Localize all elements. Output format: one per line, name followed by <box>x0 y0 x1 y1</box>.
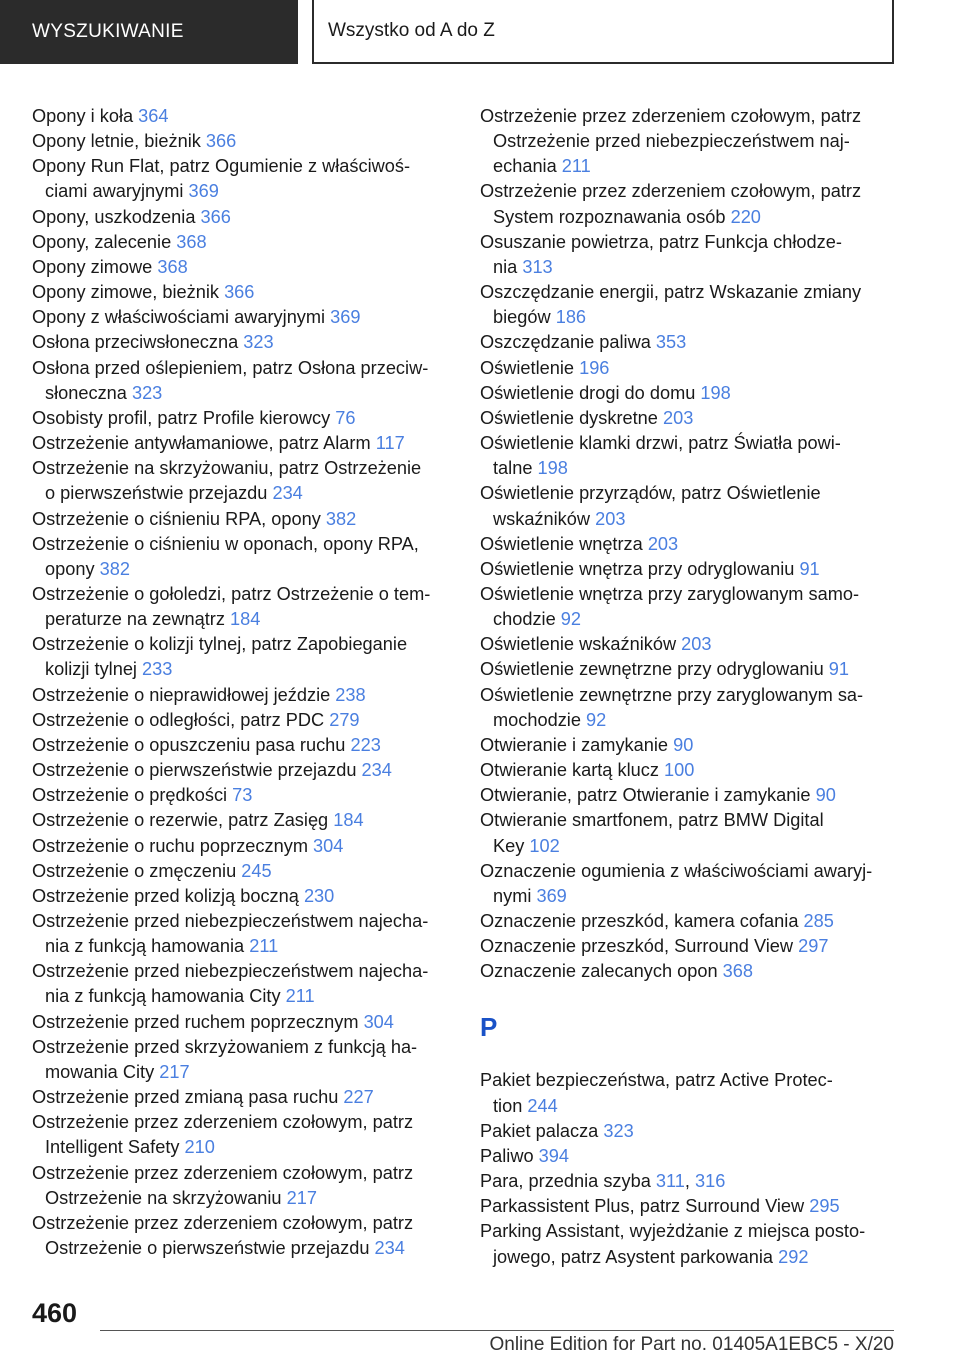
footer-edition-text: Online Edition for Part no. 01405A1EBC5 - X/20 <box>489 1334 894 1355</box>
index-entry-text: Ostrzeżenie o kolizji tylnej, patrz Zapobieganie <box>32 634 408 655</box>
index-entry-text: Osłona przeciwsłoneczna <box>32 332 244 353</box>
index-entry-text: mowania City <box>45 1061 160 1082</box>
page-reference-link[interactable]: 382 <box>99 558 130 579</box>
index-entry <box>32 1085 452 1110</box>
index-entry-text: wskaźników <box>493 508 596 529</box>
index-entry-text: Oszczędzanie paliwa <box>480 332 656 353</box>
page-reference-link[interactable]: 211 <box>249 936 279 957</box>
index-entry-text: Ostrzeżenie przed niebezpieczeństwem naj- <box>493 131 850 152</box>
index-entry-text: Oznaczenie przeszkód, Surround View <box>480 936 799 957</box>
index-entry-text: Ostrzeżenie przed zmianą pasa ruchu <box>32 1087 344 1108</box>
index-entry-text: Ostrzeżenie przed niebezpieczeństwem najecha- <box>32 911 429 931</box>
section-tab-label: WYSZUKIWANIE <box>32 21 184 42</box>
page-reference-link[interactable]: 196 <box>579 357 610 378</box>
index-entry-text: Pakiet bezpieczeństwa, patrz Active Protec- <box>480 1070 833 1091</box>
page-reference-link[interactable]: 211 <box>561 156 591 177</box>
index-entry <box>32 783 452 808</box>
page-reference-link[interactable]: 368 <box>157 256 188 277</box>
index-entry <box>32 708 452 733</box>
index-entry-text: słoneczna <box>45 382 132 403</box>
index-entry-text: Parking Assistant, wyjeżdżanie z miejsca posto- <box>480 1221 866 1242</box>
page-reference-link[interactable]: 234 <box>272 483 303 504</box>
page-reference-link[interactable]: 92 <box>560 609 581 630</box>
index-column-left <box>32 104 452 1261</box>
page-reference-link[interactable]: 382 <box>325 508 357 529</box>
index-entry <box>480 431 900 481</box>
index-entry <box>32 356 452 406</box>
index-entry-text: Ostrzeżenie przez zderzeniem czołowym, patrz <box>32 1112 414 1133</box>
index-entry-text: Otwieranie, patrz Otwieranie i zamykanie <box>480 785 816 806</box>
index-entry-text: Oświetlenie drogi do domu <box>480 382 701 403</box>
index-entry <box>32 129 452 154</box>
index-entry <box>32 532 452 582</box>
page-reference-link[interactable]: 92 <box>586 709 607 730</box>
index-entry-text: Oszczędzanie energii, patrz Wskazanie zmiany <box>480 282 862 303</box>
index-entry-text: mochodzie <box>493 709 587 730</box>
page-reference-link[interactable]: 316 <box>695 1171 726 1192</box>
index-entry <box>480 683 900 733</box>
index-entry <box>480 1194 900 1219</box>
index-entry-text: Intelligent Safety <box>45 1137 185 1158</box>
index-entry-text: Otwieranie kartą klucz <box>480 760 664 781</box>
index-entry <box>480 733 900 758</box>
index-entry <box>480 179 900 229</box>
index-entry-text: Ostrzeżenie o prędkości <box>32 785 233 806</box>
letter-heading: P <box>480 1012 498 1043</box>
page-reference-link[interactable]: 285 <box>803 911 834 931</box>
index-entry-text: nia z funkcją hamowania <box>45 936 250 957</box>
index-entry-text: Osuszanie powietrza, patrz Funkcja chłodze- <box>480 231 842 252</box>
index-entry-text: Parkassistent Plus, patrz Surround View <box>480 1196 810 1217</box>
index-entry-text: o pierwszeństwie przejazdu <box>45 483 273 504</box>
index-entry <box>480 481 900 531</box>
index-entry-text: Ostrzeżenie na skrzyżowaniu, patrz Ostrzeżenie <box>32 458 422 479</box>
index-entry <box>32 431 452 456</box>
index-entry-text: Paliwo <box>480 1145 539 1166</box>
page-reference-link[interactable]: 292 <box>778 1246 809 1267</box>
index-entry-text: jowego, patrz Asystent parkowania <box>493 1246 779 1267</box>
section-title-label: Wszystko od A do Z <box>328 20 495 41</box>
index-entry <box>32 1110 452 1160</box>
page-reference-link[interactable]: 295 <box>809 1196 840 1217</box>
index-entry-text: Opony letnie, bieżnik <box>32 131 206 152</box>
index-entry <box>480 381 900 406</box>
index-entry-text: Oznaczenie zalecanych opon <box>480 961 723 982</box>
index-entry-text: talne <box>493 458 538 479</box>
index-entry <box>480 1169 900 1194</box>
index-entry-text: Oznaczenie ogumienia z właściwościami awaryj- <box>480 860 873 881</box>
index-entry-text: Oświetlenie wnętrza <box>480 533 648 554</box>
index-group-o-continued <box>480 104 900 984</box>
index-entry-text: Ostrzeżenie o ciśnieniu w oponach, opony RPA, <box>32 533 419 554</box>
index-entry <box>32 733 452 758</box>
page-reference-link[interactable]: 203 <box>662 407 694 428</box>
page-reference-link[interactable]: 198 <box>537 458 568 479</box>
index-entry-text: tion <box>493 1095 528 1116</box>
index-entry <box>32 632 452 682</box>
index-entry <box>480 859 900 909</box>
page-reference-link[interactable]: 323 <box>131 382 163 403</box>
index-entry-text: Ostrzeżenie przez zderzeniem czołowym, patrz <box>480 181 862 202</box>
page-reference-link[interactable]: 73 <box>232 785 253 806</box>
index-entry <box>32 154 452 204</box>
index-entry <box>32 959 452 1009</box>
index-entry <box>32 1035 452 1085</box>
page-reference-link[interactable]: 369 <box>536 885 567 906</box>
index-entry <box>32 582 452 632</box>
index-entry <box>32 305 452 330</box>
index-entry <box>32 406 452 431</box>
page-reference-link[interactable]: 279 <box>329 709 360 730</box>
index-entry-text: Opony, uszkodzenia <box>32 206 201 227</box>
page-reference-link[interactable]: 369 <box>330 307 361 328</box>
index-entry-text: Ostrzeżenie przed niebezpieczeństwem najecha- <box>32 961 429 982</box>
index-entry <box>32 909 452 959</box>
page-reference-link[interactable]: 304 <box>313 835 344 856</box>
index-entry <box>32 230 452 255</box>
index-entry <box>480 783 900 808</box>
page-reference-link[interactable]: 230 <box>303 885 335 906</box>
page-reference-link[interactable]: 184 <box>333 810 364 831</box>
page-reference-link[interactable]: 394 <box>538 1145 569 1166</box>
page-reference-link[interactable]: 186 <box>555 307 587 328</box>
footer-divider <box>100 1330 894 1331</box>
index-entry-text: Oświetlenie wskaźników <box>480 634 682 655</box>
index-entry-text: kolizji tylnej <box>45 659 143 680</box>
index-entry <box>480 557 900 582</box>
page-reference-link[interactable]: 90 <box>815 785 836 806</box>
index-entry-text: nia z funkcją hamowania City <box>45 986 286 1007</box>
page-reference-link[interactable]: 217 <box>159 1061 190 1082</box>
index-entry-text: Otwieranie i zamykanie <box>480 734 674 755</box>
page-reference-link[interactable]: 220 <box>730 206 761 227</box>
index-entry-text: biegów <box>493 307 556 328</box>
index-entry-text: Ostrzeżenie o pierwszeństwie przejazdu <box>45 1238 375 1259</box>
page-reference-link[interactable]: 238 <box>335 684 366 705</box>
page-reference-link[interactable]: 366 <box>205 131 237 152</box>
page-reference-link[interactable]: 304 <box>363 1011 394 1032</box>
index-entry <box>480 934 900 959</box>
page-reference-link[interactable]: 223 <box>350 734 381 755</box>
index-entry-text: Opony, zalecenie <box>32 231 177 252</box>
index-entry <box>480 1068 900 1118</box>
index-entry-text: ciami awaryjnymi <box>45 181 189 202</box>
page-reference-link[interactable]: 227 <box>343 1087 374 1108</box>
page-reference-link[interactable]: 364 <box>138 106 169 126</box>
index-entry-text: Ostrzeżenie o odległości, patrz PDC <box>32 709 330 730</box>
index-entry <box>480 356 900 381</box>
page-reference-link[interactable]: 203 <box>681 634 712 655</box>
page-reference-link[interactable]: 366 <box>224 282 255 303</box>
page-reference-link[interactable]: 184 <box>230 609 261 630</box>
index-entry-text: Ostrzeżenie o gołoledzi, patrz Ostrzeżenie o tem- <box>32 583 431 604</box>
index-entry-text: opony <box>45 558 100 579</box>
index-entry <box>32 683 452 708</box>
index-entry-text: Ostrzeżenie przez zderzeniem czołowym, patrz <box>32 1212 414 1233</box>
index-entry <box>32 507 452 532</box>
page-reference-link[interactable]: 297 <box>798 936 829 957</box>
page-reference-link[interactable]: 233 <box>142 659 173 680</box>
page-reference-link[interactable]: 90 <box>673 734 694 755</box>
index-entry <box>480 280 900 330</box>
index-entry-text: Otwieranie smartfonem, patrz BMW Digital <box>480 810 824 831</box>
index-entry-text: Osobisty profil, patrz Profile kierowcy <box>32 407 336 428</box>
index-entry <box>32 330 452 355</box>
index-entry-text: Ostrzeżenie przez zderzeniem czołowym, patrz <box>32 1162 414 1183</box>
page-reference-link[interactable]: 91 <box>799 558 820 579</box>
index-entry <box>32 280 452 305</box>
index-entry <box>32 205 452 230</box>
index-entry-text: Oświetlenie przyrządów, patrz Oświetlenie <box>480 483 821 504</box>
page-number: 460 <box>32 1298 78 1328</box>
index-entry-text: Ostrzeżenie o nieprawidłowej jeździe <box>32 684 336 705</box>
index-entry-text: Ostrzeżenie o opuszczeniu pasa ruchu <box>32 734 351 755</box>
page-reference-link[interactable]: 100 <box>663 760 695 781</box>
index-entry-text: Osłona przed oślepieniem, patrz Osłona przeciw- <box>32 357 429 378</box>
index-entry-text: Oświetlenie <box>480 357 580 378</box>
index-entry <box>480 406 900 431</box>
page-reference-link[interactable]: 234 <box>361 760 392 781</box>
page-reference-link[interactable]: 102 <box>529 835 560 856</box>
index-entry-text: chodzie <box>493 609 561 630</box>
index-entry <box>32 456 452 506</box>
page-reference-link[interactable]: 323 <box>603 1120 634 1141</box>
index-entry-text: Key <box>493 835 530 856</box>
index-entry-text: Ostrzeżenie przez zderzeniem czołowym, patrz <box>480 106 862 126</box>
index-entry <box>32 834 452 859</box>
page-reference-link[interactable]: 211 <box>285 986 315 1007</box>
index-entry-text: Opony z właściwościami awaryjnymi <box>32 307 331 328</box>
page-reference-link[interactable]: 203 <box>595 508 626 529</box>
page-reference-link[interactable]: 323 <box>243 332 274 353</box>
index-entry-text: Opony zimowe <box>32 256 158 277</box>
index-entry-text: Ostrzeżenie na skrzyżowaniu <box>45 1187 287 1208</box>
index-entry <box>480 1219 900 1269</box>
page-reference-link[interactable]: 117 <box>375 433 405 454</box>
index-group-p <box>480 1068 900 1269</box>
index-entry <box>32 255 452 280</box>
index-entry <box>480 808 900 858</box>
index-entry-text: Ostrzeżenie o pierwszeństwie przejazdu <box>32 760 362 781</box>
index-entry <box>32 758 452 783</box>
index-entry <box>480 909 900 934</box>
page-reference-link[interactable]: 353 <box>655 332 687 353</box>
index-entry-text: nymi <box>493 885 537 906</box>
index-entry-text: Para, przednia szyba <box>480 1171 656 1192</box>
page-reference-link[interactable]: 245 <box>241 860 272 881</box>
index-entry <box>480 1144 900 1169</box>
section-tab[interactable] <box>0 0 298 64</box>
index-entry-text: Oświetlenie zewnętrzne przy zaryglowanym sa- <box>480 684 864 705</box>
index-entry-text: Opony zimowe, bieżnik <box>32 282 225 303</box>
index-entry-text: Oświetlenie wnętrza przy odryglowaniu <box>480 558 800 579</box>
page-reference-link[interactable]: 91 <box>828 659 849 680</box>
index-entry <box>32 1211 452 1261</box>
index-entry-text: Ostrzeżenie o zmęczeniu <box>32 860 242 881</box>
index-entry-text: Ostrzeżenie o ruchu poprzecznym <box>32 835 314 856</box>
index-entry <box>480 104 900 179</box>
index-entry-text: Ostrzeżenie przed kolizją boczną <box>32 885 304 906</box>
page-reference-link[interactable]: 368 <box>722 961 754 982</box>
index-entry-text: Oznaczenie przeszkód, kamera cofania <box>480 911 804 931</box>
page-reference-link[interactable]: 217 <box>286 1187 317 1208</box>
index-entry <box>32 859 452 884</box>
index-entry <box>480 582 900 632</box>
page-reference-link[interactable]: 244 <box>527 1095 558 1116</box>
index-entry <box>32 808 452 833</box>
index-entry <box>480 657 900 682</box>
index-entry <box>480 758 900 783</box>
index-entry-text: Ostrzeżenie o rezerwie, patrz Zasięg <box>32 810 334 831</box>
page-reference-link[interactable]: 368 <box>176 231 207 252</box>
index-column-right <box>480 104 900 1270</box>
index-entry <box>32 1010 452 1035</box>
index-entry <box>32 884 452 909</box>
page-reference-link[interactable]: 210 <box>184 1137 215 1158</box>
page-reference-link[interactable]: 311 <box>655 1171 685 1192</box>
index-entry <box>480 230 900 280</box>
page-reference-link[interactable]: 366 <box>200 206 231 227</box>
page-reference-link[interactable]: 369 <box>188 181 219 202</box>
page-reference-link[interactable]: 313 <box>522 256 553 277</box>
index-entry-text: Oświetlenie dyskretne <box>480 407 663 428</box>
page-separator: , <box>684 1171 696 1192</box>
index-entry <box>480 532 900 557</box>
index-entry-text: peraturze na zewnątrz <box>45 609 231 630</box>
index-entry-text: Ostrzeżenie o ciśnieniu RPA, opony <box>32 508 326 529</box>
index-entry-text: echania <box>493 156 562 177</box>
index-entry-text: nia <box>493 256 523 277</box>
index-entry <box>32 1161 452 1211</box>
index-entry-text: Oświetlenie wnętrza przy zaryglowanym samo- <box>480 583 860 604</box>
page-reference-link[interactable]: 203 <box>647 533 679 554</box>
index-entry-text: Oświetlenie klamki drzwi, patrz Światła powi- <box>480 433 841 454</box>
index-entry-text: Ostrzeżenie antywłamaniowe, patrz Alarm <box>32 433 376 454</box>
index-entry <box>480 632 900 657</box>
index-entry <box>480 330 900 355</box>
page-reference-link[interactable]: 198 <box>700 382 731 403</box>
section-title-tab[interactable] <box>312 0 894 64</box>
index-entry-text: Opony Run Flat, patrz Ogumienie z właściwoś- <box>32 156 411 177</box>
page-reference-link[interactable]: 76 <box>335 407 356 428</box>
index-entry-text: Oświetlenie zewnętrzne przy odryglowaniu <box>480 659 829 680</box>
index-entry <box>480 1119 900 1144</box>
index-entry-text: Opony i koła <box>32 106 139 126</box>
index-entry <box>32 104 452 129</box>
index-entry <box>480 959 900 984</box>
index-entry-text: System rozpoznawania osób <box>493 206 731 227</box>
index-entry-text: Ostrzeżenie przed ruchem poprzecznym <box>32 1011 364 1032</box>
page-reference-link[interactable]: 234 <box>374 1238 405 1259</box>
index-entry-text: Ostrzeżenie przed skrzyżowaniem z funkcją ha- <box>32 1036 418 1057</box>
index-entry-text: Pakiet palacza <box>480 1120 604 1141</box>
